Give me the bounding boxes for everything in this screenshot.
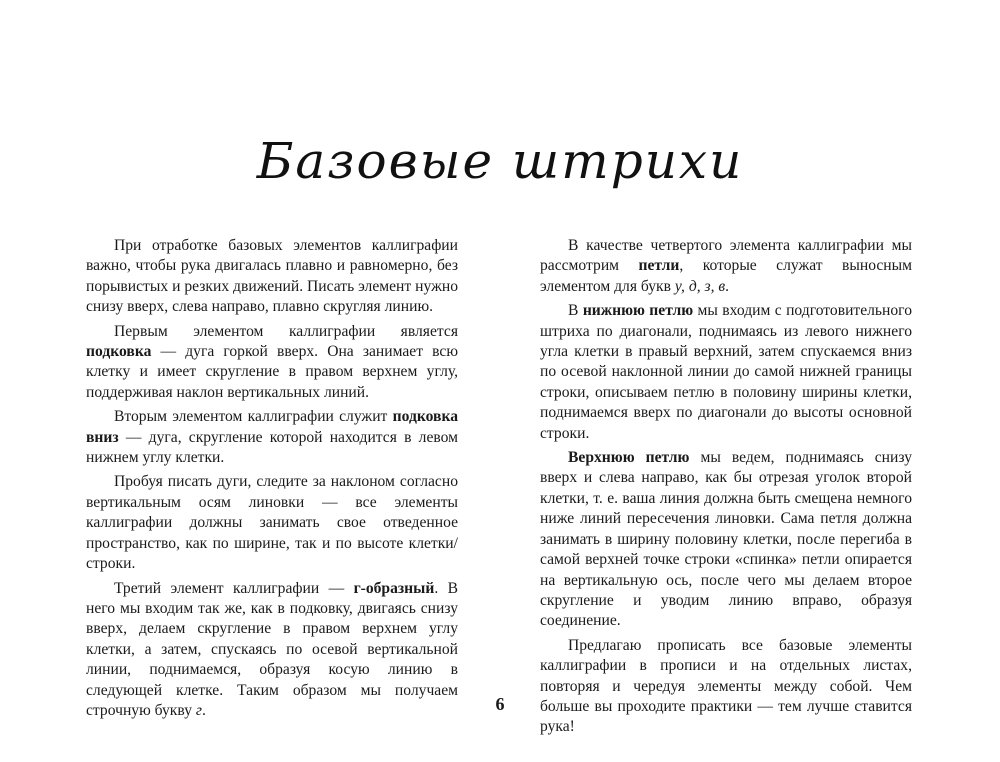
italic-letters: у, д, з, в — [674, 277, 726, 295]
paragraph-text: . — [725, 277, 730, 295]
paragraph — [86, 322, 458, 404]
paragraph-text: Пробуя писать дуги, следите за наклоном согласно вертикальным осям линовки — все элементы каллиграфии должны занимать свое отведенное пространство, как по ширине, так и по высоте клетки/строки. — [86, 473, 458, 573]
paragraph-text: В — [568, 302, 583, 320]
bold-term: нижнюю петлю — [582, 302, 694, 320]
bold-term: Верхнюю петлю — [568, 449, 690, 467]
paragraph-text: — дуга, скругление которой находится в левом нижнем углу клетки. — [86, 428, 458, 467]
left-column — [86, 236, 458, 721]
paragraph-text: мы ведем, поднимаясь снизу вверх и слева направо, как бы отрезая уголок второй клетки, т. е. ваша линия должна быть смещена немного ниже линий пересечения линовки. Сама петля должна занимать в ширину половину клетки, после перегиба в самой верхней точке строки «спинка» петли опирается на вертикальную ось, после чего мы делаем второе скругление и уводим линию вправо, образуя соединение. — [540, 449, 912, 630]
paragraph — [86, 472, 458, 574]
italic-letter: г — [195, 701, 202, 719]
bold-term: петли — [638, 257, 680, 275]
paragraph-text: Первым элементом каллиграфии является — [114, 322, 458, 340]
paragraph — [540, 301, 912, 444]
paragraph-text: Предлагаю прописать все базовые элементы каллиграфии в прописи и на отдельных листах, повторяя и чередуя элементы между собой. Чем больше вы проходите практики — тем лучше ставится рука! — [540, 636, 912, 736]
paragraph-text: Третий элемент каллиграфии — — [114, 579, 354, 597]
paragraph-text: . — [201, 701, 206, 719]
paragraph-text: . В него мы входим так же, как в подковку, двигаясь снизу вверх, делаем скругление в правом верхнем углу клетки, а затем, спускаясь по осевой вертикальной линии, поднимаемся, образуя косую линию в следующей клетке. Таким образом мы получаем строчную букву — [86, 579, 458, 719]
paragraph-text: В качестве четвертого элемента каллиграфии мы рассмотрим — [540, 237, 912, 275]
paragraph-text: Вторым элементом каллиграфии служит — [114, 408, 393, 426]
paragraph — [540, 636, 912, 738]
paragraph-text: — дуга горкой вверх. Она занимает всю клетку и имеет скругление в правом верхнем углу, поддерживая наклон вертикальных линий. — [86, 343, 458, 401]
paragraph — [86, 407, 458, 468]
page-number: 6 — [495, 694, 505, 714]
right-column — [540, 236, 912, 738]
paragraph — [540, 236, 912, 297]
paragraph — [540, 448, 912, 632]
paragraph-text: При отработке базовых элементов каллиграфии важно, чтобы рука двигалась плавно и равномерно, без порывистых и резких движений. Писать элемент нужно снизу вверх, слева направо, плавно скругляя линию. — [86, 237, 458, 316]
bold-term: подковка — [86, 343, 152, 361]
page-title: Базовые штрихи — [256, 132, 744, 190]
paragraph-text: , которые служат выносным элементом для букв — [540, 257, 912, 295]
bold-term: г-образный — [353, 579, 435, 597]
paragraph-text: мы входим с подготовительного штриха по диагонали, поднимаясь из левого нижнего угла клетки в правый верхний, затем спускаемся вниз по осевой наклонной линии до самой нижней границы строки, описываем петлю в половину ширины клетки, поднимаемся вверх по диагонали до высоты основной строки. — [540, 302, 912, 442]
paragraph — [86, 236, 458, 318]
bold-term: подковка вниз — [86, 408, 458, 446]
